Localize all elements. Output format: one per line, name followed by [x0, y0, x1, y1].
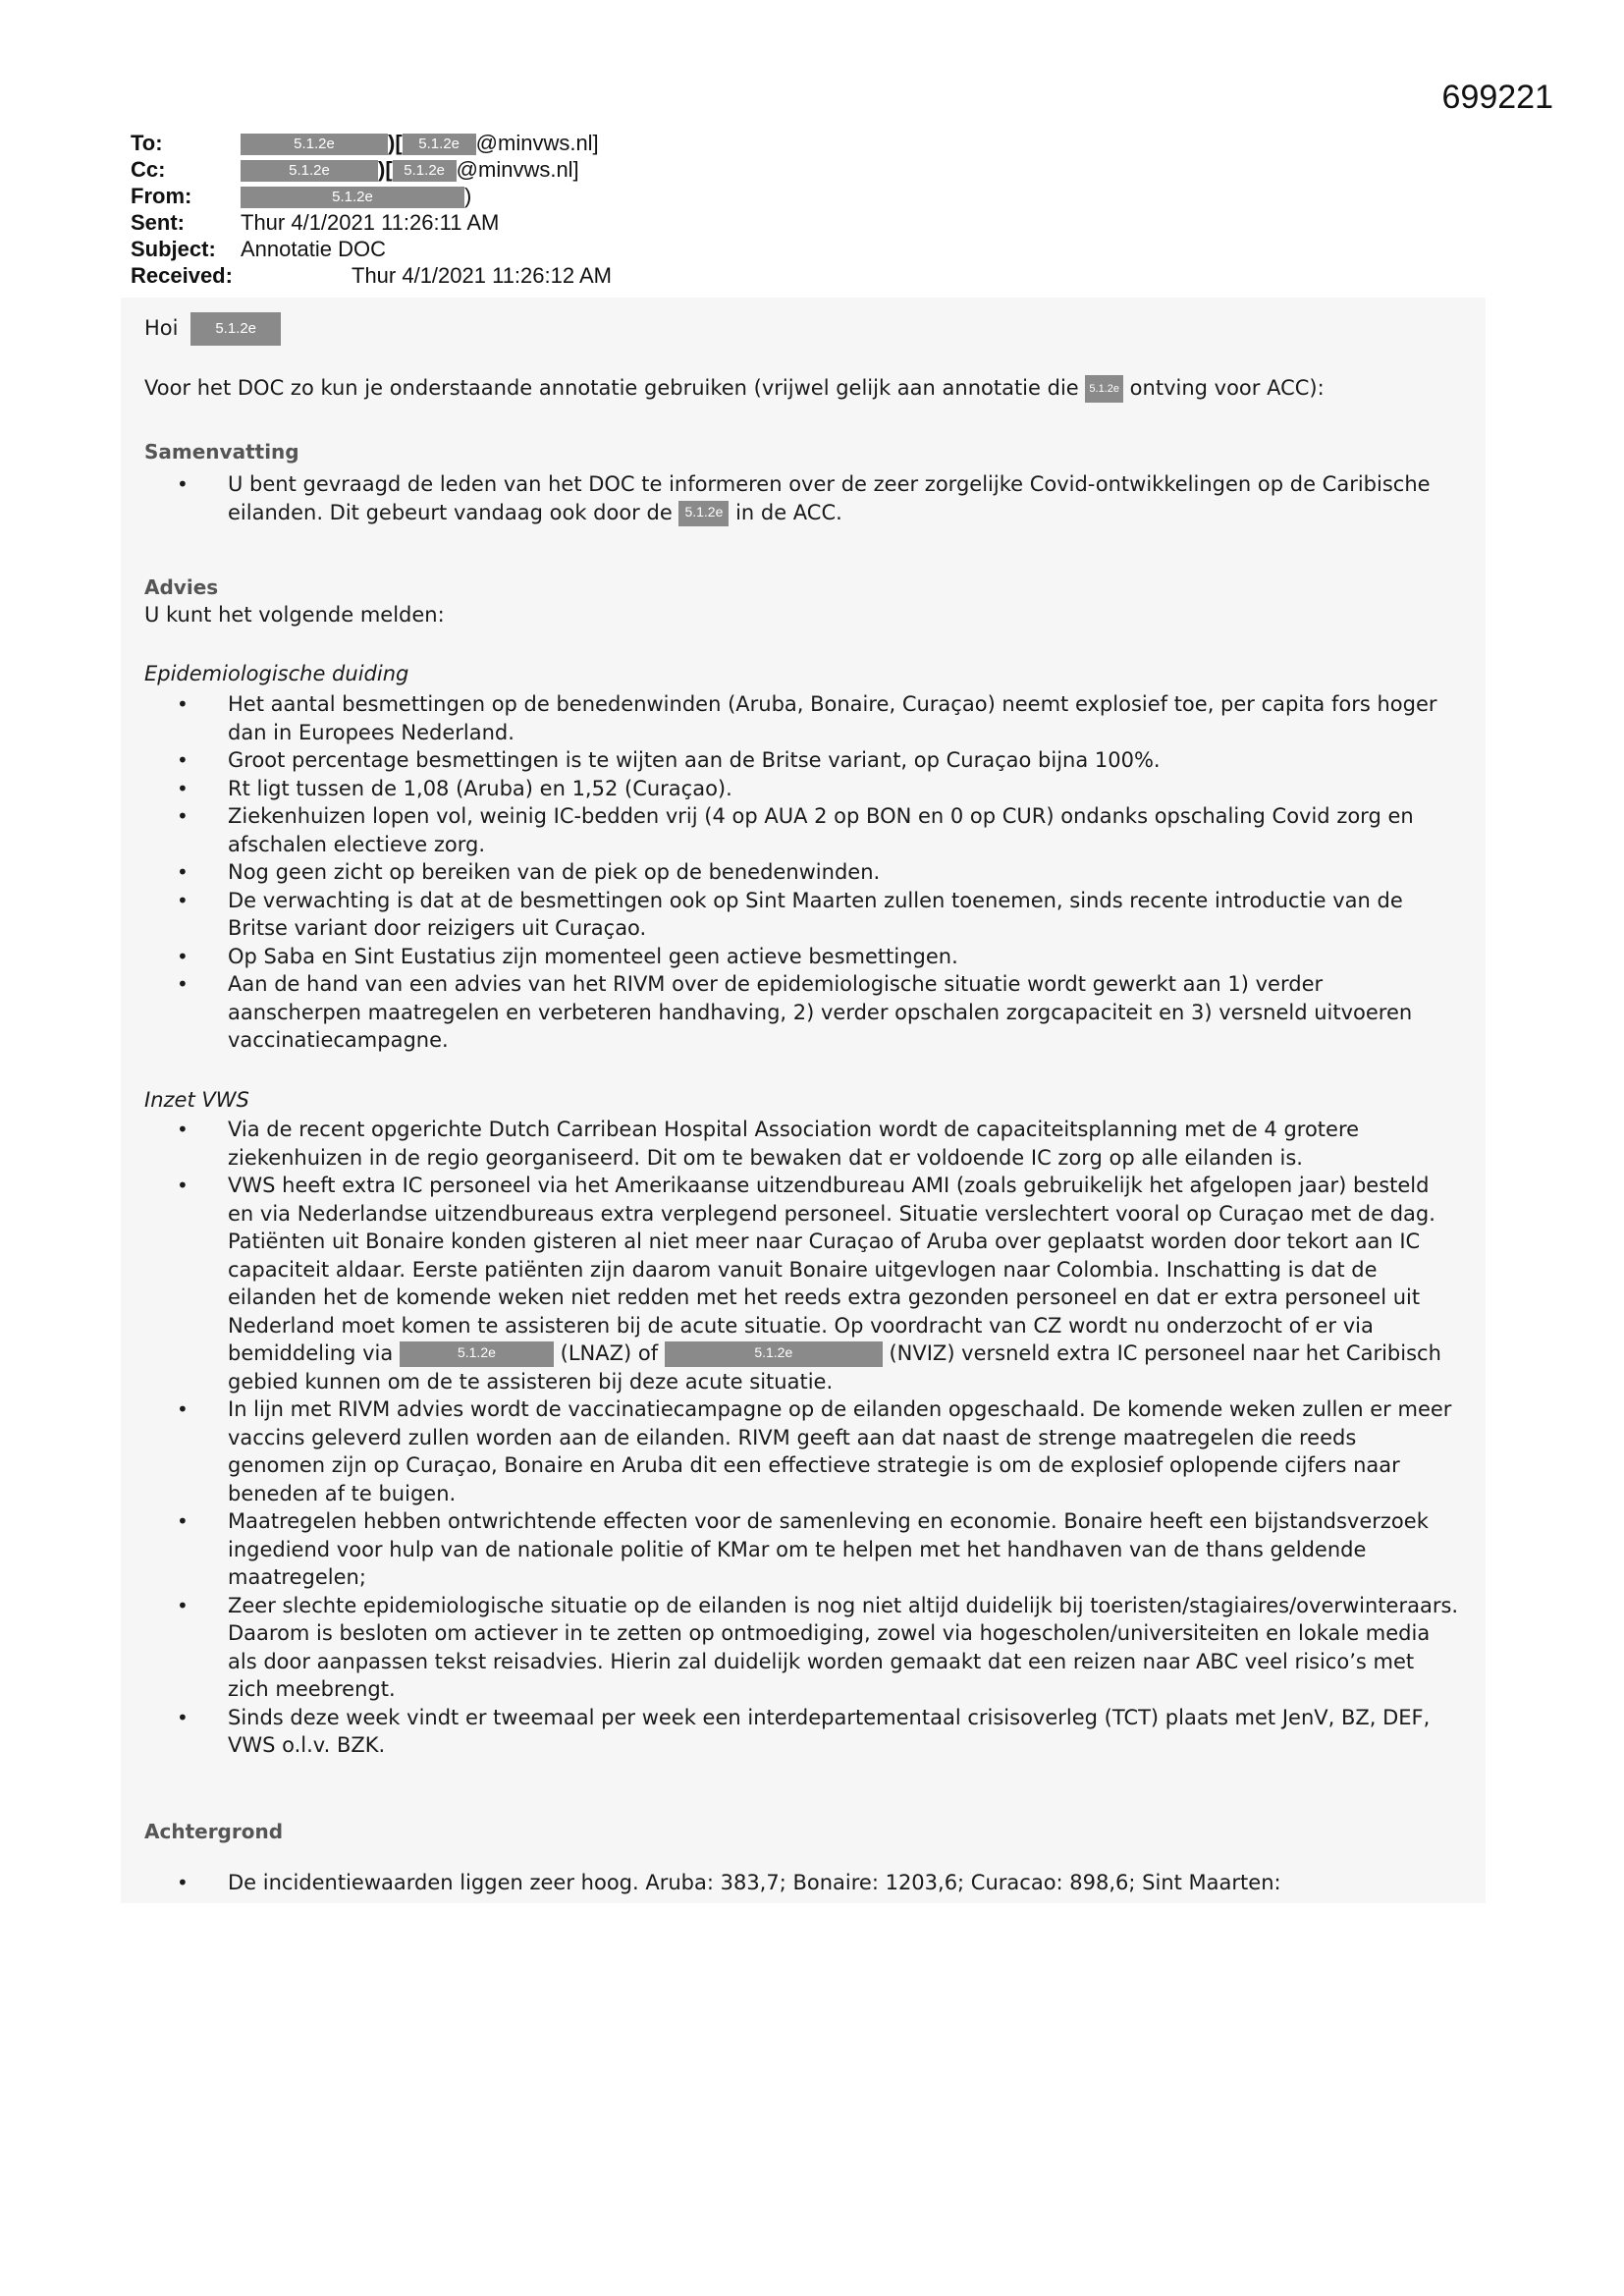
document-number: 699221	[1441, 79, 1553, 116]
inzet-heading: Inzet VWS	[144, 1088, 249, 1112]
redaction-box: 5.1.2e	[678, 501, 729, 526]
samenvatting-heading: Samenvatting	[144, 440, 299, 464]
achtergrond-list	[144, 1869, 1460, 1897]
list-item: • Groot percentage besmettingen is te wijten aan de Britse variant, op Curaçao bijna 100%.	[144, 746, 1460, 775]
list-item: • De verwachting is dat at de besmettingen ook op Sint Maarten zullen toenemen, sinds recente introductie van de Britse variant door reizigers uit Curaçao.	[144, 887, 1460, 943]
list-item: • Het aantal besmettingen op de benedenwinden (Aruba, Bonaire, Curaçao) neemt explosief toe, per capita fors hoger dan in Europees Nederland.	[144, 690, 1460, 746]
greeting	[144, 311, 281, 346]
list-item: • Sinds deze week vindt er tweemaal per week een interdepartementaal crisisoverleg (TCT) plaats met JenV, BZ, DEF, VWS o.l.v. BZK.	[144, 1704, 1460, 1760]
list-item: • Maatregelen hebben ontwrichtende effecten voor de samenleving en economie. Bonaire heeft een bijstandsverzoek ingediend voor hulp van de nationale politie of KMar om te helpen met het handhaven van de thans geldende maatregelen;	[144, 1507, 1460, 1592]
greeting-text: Hoi	[144, 316, 179, 340]
list-item: • Op Saba en Sint Eustatius zijn momenteel geen actieve besmettingen.	[144, 943, 1460, 971]
to-row	[131, 130, 1014, 156]
redaction-box: 5.1.2e	[400, 1341, 554, 1367]
to-label: To:	[131, 131, 163, 155]
list-item: • Ziekenhuizen lopen vol, weinig IC-bedden vrij (4 op AUA 2 op BON en 0 op CUR) ondanks opschaling Covid zorg en afschalen electieve zorg.	[144, 802, 1460, 858]
to-value: 5.1.2e )[ 5.1.2e @minvws.nl]	[241, 130, 599, 156]
list-item: • Rt ligt tussen de 1,08 (Aruba) en 1,52 (Curaçao).	[144, 775, 1460, 803]
redaction-box: 5.1.2e	[241, 160, 378, 182]
list-item: • U bent gevraagd de leden van het DOC te informeren over de zeer zorgelijke Covid-ontwikkelingen op de Caribische eilanden. Dit gebeurt vandaag ook door de 5.1.2e in de ACC.	[144, 470, 1460, 526]
samenvatting-list	[144, 470, 1460, 526]
redaction-box: 5.1.2e	[190, 312, 281, 346]
redaction-box: 5.1.2e	[665, 1341, 883, 1367]
cc-domain: @minvws.nl]	[456, 157, 579, 182]
list-item: • VWS heeft extra IC personeel via het Amerikaanse uitzendbureau AMI (zoals gebruikelijk het afgelopen jaar) besteld en via Nederlandse uitzendbureaus extra verplegend personeel. Situatie verslechtert vooral op Curaçao met de dag. Patiënten uit Bonaire konden gisteren al niet meer naar Curaçao of Aruba over geplaatst worden door tekort aan IC capaciteit aldaar. Eerste patiënten zijn daarom vanuit Bonaire uitgevlogen naar Colombia. Inschatting is dat de eilanden het de komende weken niet redden met het reeds extra gezonden personeel en dat er extra personeel uit Nederland moet komen te assisteren bij de acute situatie. Op voordracht van CZ wordt nu onderzocht of er via bemiddeling via 5.1.2e (LNAZ) of 5.1.2e (NVIZ) versneld extra IC personeel naar het Caribisch gebied kunnen om de te assisteren bij deze acute situatie.	[144, 1172, 1460, 1395]
epidemiologie-list	[144, 690, 1460, 1055]
achtergrond-heading: Achtergrond	[144, 1820, 284, 1843]
to-domain: @minvws.nl]	[475, 131, 599, 155]
redaction-box: 5.1.2e	[241, 187, 464, 208]
list-item: • Aan de hand van een advies van het RIVM over de epidemiologische situatie wordt gewerkt aan 1) verder aanscherpen maatregelen en verbeteren handhaving, 2) verder opschalen zorgcapaciteit en 3) versneld uitvoeren vaccinatiecampagne.	[144, 970, 1460, 1055]
cc-value: 5.1.2e )[ 5.1.2e @minvws.nl]	[241, 156, 579, 183]
email-header	[131, 130, 1014, 289]
redaction-box: 5.1.2e	[1085, 375, 1123, 403]
list-item: • De incidentiewaarden liggen zeer hoog. Aruba: 383,7; Bonaire: 1203,6; Curacao: 898,6; Sint Maarten:	[144, 1869, 1460, 1897]
cc-row	[131, 156, 1014, 183]
email-body	[121, 298, 1486, 1903]
sent-label: Sent:	[131, 210, 185, 235]
redaction-box: 5.1.2e	[241, 134, 388, 155]
list-item: • Via de recent opgerichte Dutch Carribean Hospital Association wordt de capaciteitsplanning met de 4 grotere ziekenhuizen in de regio georganiseerd. Dit om te bewaken dat er voldoende IC zorg op alle eilanden is.	[144, 1116, 1460, 1172]
advies-heading: Advies	[144, 575, 219, 599]
subject-value: Annotatie DOC	[241, 237, 386, 261]
intro-text: Voor het DOC zo kun je onderstaande annotatie gebruiken (vrijwel gelijk aan annotatie die 5.1.2e ontving voor ACC):	[144, 374, 1325, 403]
list-item: • Zeer slechte epidemiologische situatie op de eilanden is nog niet altijd duidelijk bij toeristen/stagiaires/overwinteraars. Daarom is besloten om actiever in te zetten op ontmoediging, zowel via hogescholen/universiteiten en lokale media als door aanpassen tekst reisadvies. Hierin zal duidelijk worden gemaakt dat een reizen naar ABC veel risico’s met zich meebrengt.	[144, 1592, 1460, 1704]
epidemiologie-heading: Epidemiologische duiding	[144, 662, 409, 685]
received-row	[131, 262, 1014, 289]
from-value: 5.1.2e )	[241, 183, 471, 209]
subject-label: Subject:	[131, 237, 216, 261]
cc-label: Cc:	[131, 157, 166, 182]
redaction-box: 5.1.2e	[403, 134, 476, 155]
sent-value: Thur 4/1/2021 11:26:11 AM	[241, 210, 500, 235]
list-item: • Nog geen zicht op bereiken van de piek op de benedenwinden.	[144, 858, 1460, 887]
from-label: From:	[131, 184, 192, 208]
list-item: • In lijn met RIVM advies wordt de vaccinatiecampagne op de eilanden opgeschaald. De komende weken zullen er meer vaccins geleverd zullen worden aan de eilanden. RIVM geeft aan dat naast de strenge maatregelen die reeds genomen zijn op Curaçao, Bonaire en Aruba dit een effectieve strategie is om de explosief oplopende cijfers naar beneden af te buigen.	[144, 1395, 1460, 1507]
inzet-list	[144, 1116, 1460, 1760]
from-row	[131, 183, 1014, 209]
subject-row	[131, 236, 1014, 262]
redaction-box: 5.1.2e	[393, 160, 457, 182]
received-value: Thur 4/1/2021 11:26:12 AM	[352, 263, 612, 288]
received-label: Received:	[131, 263, 233, 288]
advies-line: U kunt het volgende melden:	[144, 603, 445, 627]
sent-row	[131, 209, 1014, 236]
